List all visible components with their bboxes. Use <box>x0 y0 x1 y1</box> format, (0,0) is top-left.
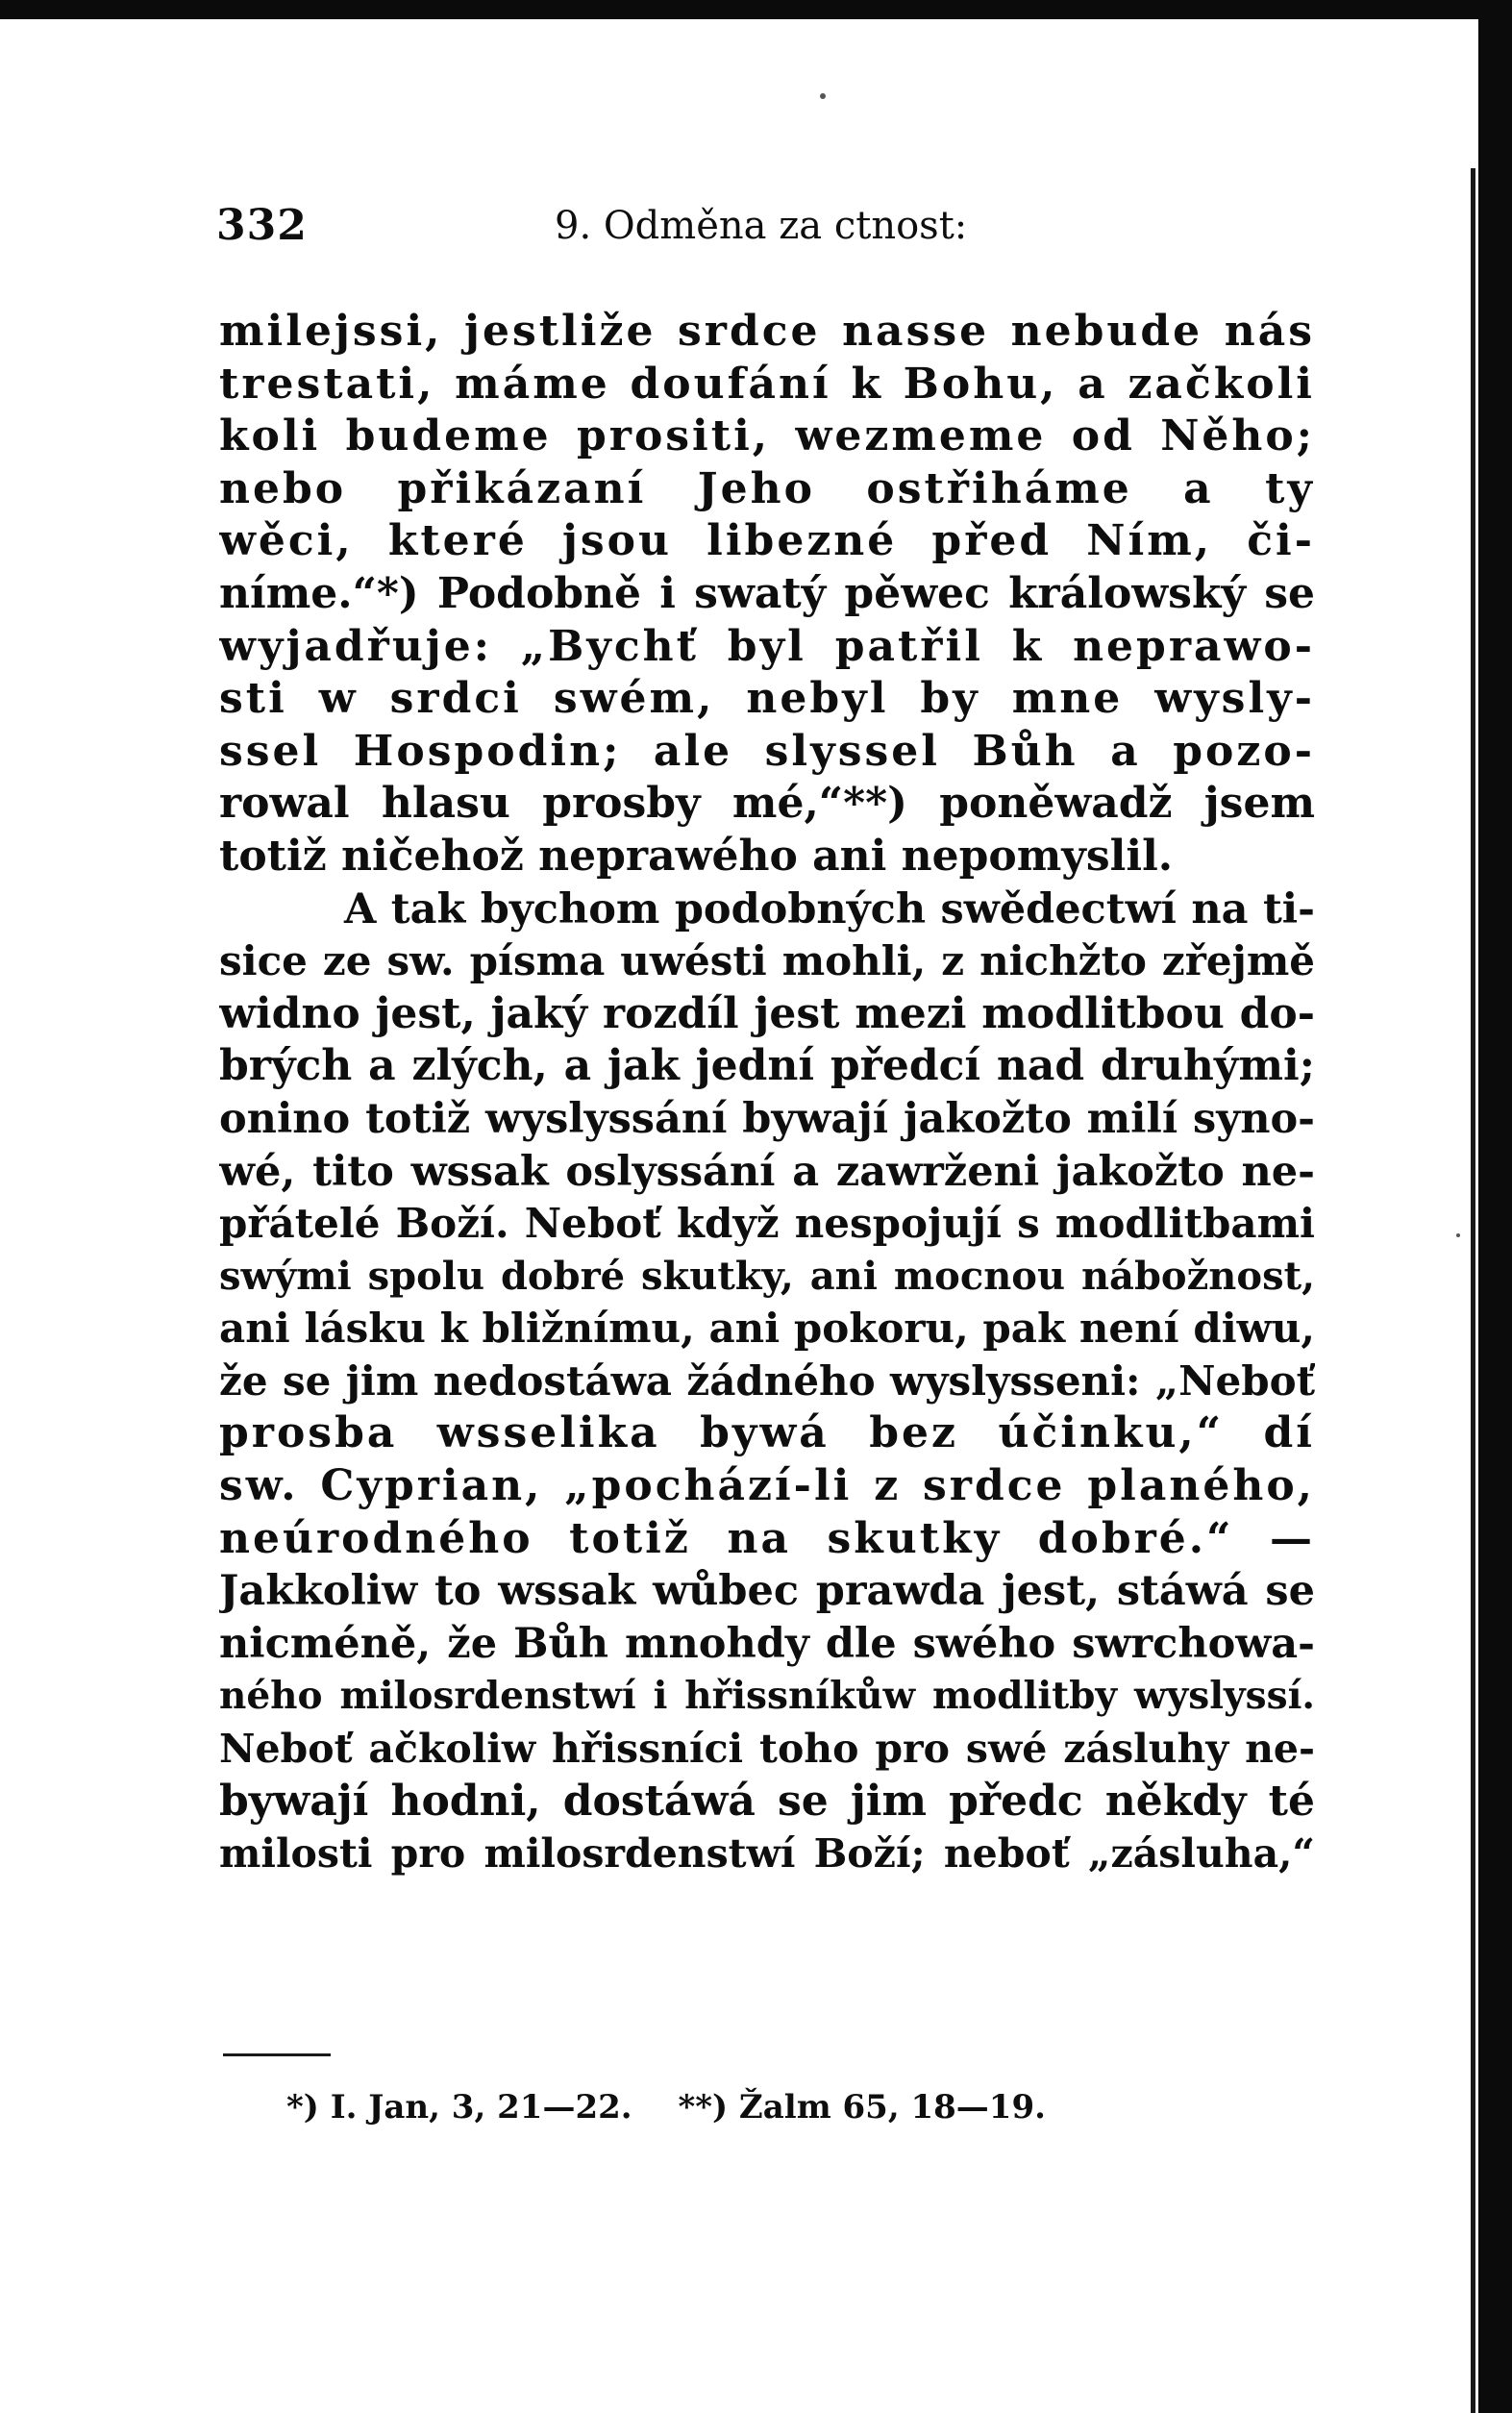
text-line: rowal hlasu prosby mé,“**) poněwadž jsem <box>219 779 1315 829</box>
text-line: sice ze sw. písma uwésti mohli, z nichžto zřejmě <box>219 937 1315 985</box>
body-text <box>219 306 1315 1880</box>
text-line: Jakkoliw to wssak wůbec prawda jest, stáwá se <box>219 1567 1315 1616</box>
text-line: nebo přikázaní Jeho ostřiháme a ty <box>219 463 1315 513</box>
footnotes <box>286 2086 1046 2128</box>
text-line: wyjadřuje: „Bychť byl patřil k neprawo- <box>219 621 1315 671</box>
text-line: totiž ničehož neprawého ani nepomyslil. <box>219 831 1174 881</box>
text-line: brých a zlých, a jak jední předcí nad druhými; <box>219 1041 1315 1091</box>
text-line: milosti pro milosrdenstwí Boží; neboť „zásluha,“ <box>219 1830 1315 1878</box>
text-line: sw. Cyprian, „pochází-li z srdce planého, <box>219 1461 1315 1511</box>
paper-speck <box>820 93 826 99</box>
text-line: koli budeme prositi, wezmeme od Něho; <box>219 411 1315 461</box>
page-header <box>216 197 1322 255</box>
text-line: Neboť ačkoliw hřissníci toho pro swé zásluhy ne- <box>219 1726 1315 1773</box>
text-line: widno jest, jaký rozdíl jest mezi modlitbou do- <box>219 988 1315 1038</box>
text-line: nicméně, že Bůh mnohdy dle swého swrchowa- <box>219 1619 1315 1668</box>
text-line: ného milosrdenstwí i hřissníkůw modlitby wyslyssí. <box>219 1674 1315 1719</box>
paragraph-start-line: A tak bychom podobných swědectwí na ti- <box>344 884 1315 933</box>
running-head: 9. Odměna za ctnost: <box>555 204 968 248</box>
text-line: bywají hodni, dostáwá se jim předc někdy té <box>219 1776 1315 1826</box>
scan-top-border <box>0 0 1512 19</box>
text-line: ssel Hospodin; ale slyssel Bůh a pozo- <box>219 726 1315 776</box>
text-line: swými spolu dobré skutky, ani mocnou nábožnost, <box>219 1253 1315 1299</box>
text-line: sti w srdci swém, nebyl by mne wysly- <box>219 674 1315 724</box>
footnote: **) Žalm 65, 18—19. <box>678 2088 1046 2127</box>
text-line: přátelé Boží. Neboť když nespojují s modlitbami <box>219 1200 1315 1248</box>
footnote-rule <box>223 2053 331 2056</box>
text-line: že se jim nedostáwa žádného wyslysseni: „Neboť <box>219 1356 1315 1405</box>
paper-speck <box>1456 1233 1460 1237</box>
text-line: prosba wsselika bywá bez účinku,“ dí <box>219 1408 1315 1458</box>
page-number: 332 <box>216 201 308 250</box>
footnote: *) I. Jan, 3, 21—22. <box>286 2088 632 2127</box>
page-edge-shadow <box>1471 168 1475 2413</box>
text-line: onino totiž wyslyssání bywají jakožto milí syno- <box>219 1094 1315 1143</box>
text-line: níme.“*) Podobně i swatý pěwec králowský se <box>219 568 1315 618</box>
scan-right-border <box>1478 0 1512 2413</box>
text-line: ani lásku k bližnímu, ani pokoru, pak není diwu, <box>219 1305 1315 1353</box>
text-line: milejssi, jestliže srdce nasse nebude nás <box>219 307 1315 356</box>
text-line: neúrodného totiž na skutky dobré.“ — <box>219 1513 1315 1563</box>
text-line: wěci, které jsou libezné před Ním, či- <box>219 516 1315 566</box>
text-line: trestati, máme doufání k Bohu, a začkoli <box>219 359 1315 409</box>
text-line: wé, tito wssak oslyssání a zawrženi jakožto ne- <box>219 1147 1315 1196</box>
